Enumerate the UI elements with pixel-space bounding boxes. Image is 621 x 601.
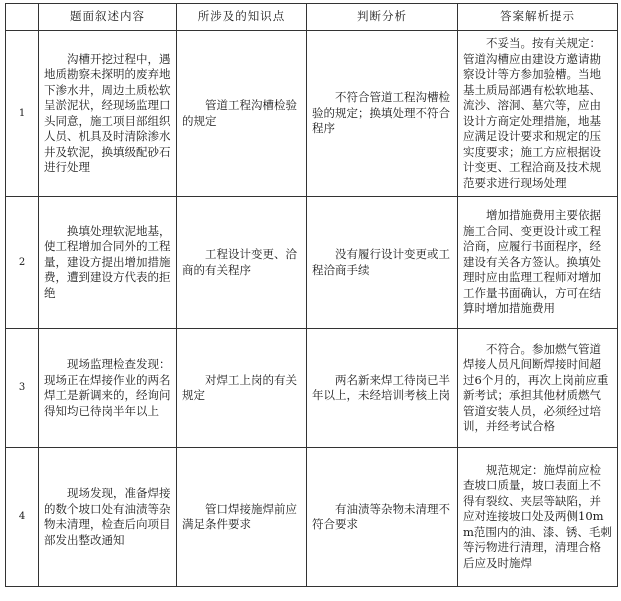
- table-row: [6, 329, 618, 448]
- row-answer: 增加措施费用主要依据施工合同、变更设计或工程洽商，应履行书面程序，经建设有关各方签认。换填处理时应由监理工程师对增加工作量书面确认，方可在结算时增加措施费用: [458, 197, 618, 329]
- row-judgment: 两名新来焊工待岗已半年以上，未经培训考核上岗: [307, 329, 458, 448]
- row-judgment: 不符合管道工程沟槽检验的规定；换填处理不符合程序: [307, 31, 458, 197]
- analysis-table: [5, 3, 618, 587]
- header-description: 题面叙述内容: [39, 4, 177, 31]
- header-answer: 答案解析提示: [458, 4, 618, 31]
- table-row: [6, 197, 618, 329]
- header-judgment: 判断分析: [307, 4, 458, 31]
- row-judgment: 有油渍等杂物未清理不符合要求: [307, 448, 458, 587]
- table-row: [6, 448, 618, 587]
- row-knowledge: 管道工程沟槽检验的规定: [177, 31, 307, 197]
- row-answer: 不妥当。按有关规定：管道沟槽应由建设方邀请勘察设计等方参加验槽。当地基土质局部遇有松软地基、流沙、溶洞、墓穴等，应由设计方商定处理措施，地基应满足设计要求和规定的压实度要求；施工方应根据设计变更、工程洽商及技术规范要求进行现场处理: [458, 31, 618, 197]
- row-description: 沟槽开挖过程中，遇地质勘察未探明的废弃地下渗水井，周边土质松软呈淤泥状，经现场监理口头同意，施工项目部组织人员、机具及时清除渗水井及软泥，换填级配砂石进行处理: [39, 31, 177, 197]
- row-answer: 不符合。参加燃气管道焊接人员凡间断焊接时间超过6个月的，再次上岗前应重新考试；承担其他材质燃气管道安装人员，必须经过培训，并经考试合格: [458, 329, 618, 448]
- row-answer: 规范规定：施焊前应检查坡口质量，坡口表面上不得有裂纹、夹层等缺陷，并应对连接坡口处及两侧10mm范围内的油、漆、锈、毛刺等污物进行清理，清理合格后应及时施焊: [458, 448, 618, 587]
- table-row: [6, 31, 618, 197]
- row-knowledge: 对焊工上岗的有关规定: [177, 329, 307, 448]
- row-index: 2: [6, 197, 39, 329]
- header-index: [6, 4, 39, 31]
- row-description: 现场监理检查发现：现场正在焊接作业的两名焊工是新调来的，经询问得知均已待岗半年以上: [39, 329, 177, 448]
- table-header-row: [6, 4, 618, 31]
- row-index: 4: [6, 448, 39, 587]
- row-knowledge: 管口焊接施焊前应满足条件要求: [177, 448, 307, 587]
- row-index: 1: [6, 31, 39, 197]
- header-knowledge: 所涉及的知识点: [177, 4, 307, 31]
- row-knowledge: 工程设计变更、洽商的有关程序: [177, 197, 307, 329]
- row-judgment: 没有履行设计变更或工程洽商手续: [307, 197, 458, 329]
- row-description: 现场发现，准备焊接的数个坡口处有油渍等杂物未清理，检查后向项目部发出整改通知: [39, 448, 177, 587]
- row-description: 换填处理软泥地基，使工程增加合同外的工程量，建设方提出增加措施费，遭到建设方代表的拒绝: [39, 197, 177, 329]
- row-index: 3: [6, 329, 39, 448]
